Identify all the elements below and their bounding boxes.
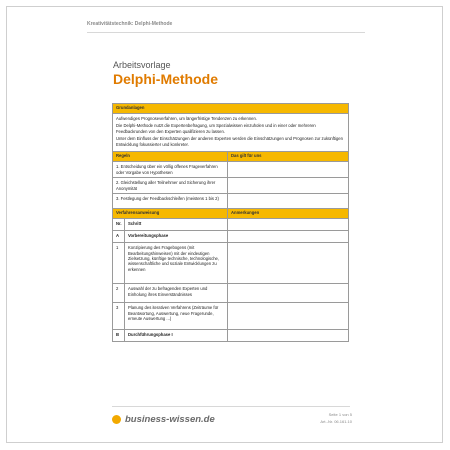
verfahren-header-row <box>113 209 349 219</box>
phase-label: Durchführungsphase I <box>125 330 228 342</box>
phase-label: Vorbereitungsphase <box>125 231 228 243</box>
step-nr: 3 <box>113 303 125 330</box>
grundlagen-body <box>113 114 349 152</box>
verfahren-notes-heading: Anmerkungen <box>228 209 349 219</box>
doc-kicker: Arbeitsvorlage <box>113 60 171 70</box>
grundlagen-header-row <box>113 104 349 114</box>
rule-notes-cell[interactable] <box>228 162 349 178</box>
step-nr: 2 <box>113 284 125 303</box>
brand-logo[interactable]: business-wissen.de <box>125 414 215 425</box>
step-text: Planung des iterativen Verfahrens (Zeiträume für Beantwortung, Auswertung, neue Fragerunde, erneute Auswertung ...) <box>125 303 228 330</box>
phase-row <box>113 231 349 243</box>
step-text: Auswahl der zu befragenden Experten und Einholung ihres Einverständnisses <box>125 284 228 303</box>
nr-label: Nr. <box>113 219 125 231</box>
step-notes-cell[interactable] <box>228 231 349 243</box>
footer-divider <box>112 406 350 407</box>
worksheet-table <box>112 103 349 342</box>
rule-notes-cell[interactable] <box>228 194 349 209</box>
step-row <box>113 284 349 303</box>
regeln-header-row <box>113 152 349 162</box>
column-label-row <box>113 219 349 231</box>
doc-title: Delphi-Methode <box>113 71 218 87</box>
phase-nr: A <box>113 231 125 243</box>
grundlagen-body-row <box>113 114 349 152</box>
step-row <box>113 243 349 284</box>
verfahren-heading: Verfahrensanweisung <box>113 209 228 219</box>
grundlagen-paragraph: Aufwendiges Prognoseverfahren, um längerfristige Tendenzen zu erkennen. <box>116 116 257 121</box>
grundlagen-paragraph: Die Delphi-Methode nutzt die Expertenbefragung, um Spezialwissen einzuholen und in einer oder mehreren Feedbackrunden von den Experten qualifizieren zu lassen. <box>116 123 316 134</box>
rule-row <box>113 178 349 194</box>
phase-nr: B <box>113 330 125 342</box>
rule-row <box>113 162 349 178</box>
regeln-heading: Regeln <box>113 152 228 162</box>
step-notes-cell[interactable] <box>228 284 349 303</box>
regeln-notes-heading: Das gilt für uns <box>228 152 349 162</box>
header-breadcrumb: Kreativitätstechnik: Delphi-Methode <box>87 21 173 27</box>
schritt-label: Schritt <box>125 219 228 231</box>
rule-row <box>113 194 349 209</box>
step-text: Konzipierung des Fragebogens (mit Bearbeitungshinweisen) mit der eindeutigen Zielsetzung, künftige technische, technologische, wissenschaftliche und soziale Entwicklungen zu erkennen <box>125 243 228 284</box>
step-row <box>113 303 349 330</box>
step-nr: 1 <box>113 243 125 284</box>
page-number: Seite 1 von 5 <box>328 412 352 417</box>
rule-notes-cell[interactable] <box>228 178 349 194</box>
grundlagen-paragraph: Unter dem Einfluss der Einschätzungen der anderen Experten werden die Einschätzungen und Prognosen zur zukünftigen Entwicklung fokussierter und konkreter. <box>116 136 343 147</box>
rule-text: 1. Entscheidung über ein völlig offenes Frageverfahren oder Vorgabe von Hypothesen <box>113 162 228 178</box>
rule-text: 3. Festlegung der Feedbackschleifen (meistens 1 bis 2) <box>113 194 228 209</box>
brand-logo-dot <box>112 415 121 424</box>
step-notes-cell[interactable] <box>228 243 349 284</box>
rule-text: 2. Gleichstellung aller Teilnehmer und Sicherung ihrer Anonymität <box>113 178 228 194</box>
article-number: Art.-Nr. 06.161.10 <box>320 419 352 424</box>
grundlagen-heading: Grundanlagen <box>113 104 349 114</box>
phase-row <box>113 330 349 342</box>
step-notes-cell[interactable] <box>228 219 349 231</box>
header-divider <box>87 32 365 33</box>
step-notes-cell[interactable] <box>228 303 349 330</box>
step-notes-cell[interactable] <box>228 330 349 342</box>
